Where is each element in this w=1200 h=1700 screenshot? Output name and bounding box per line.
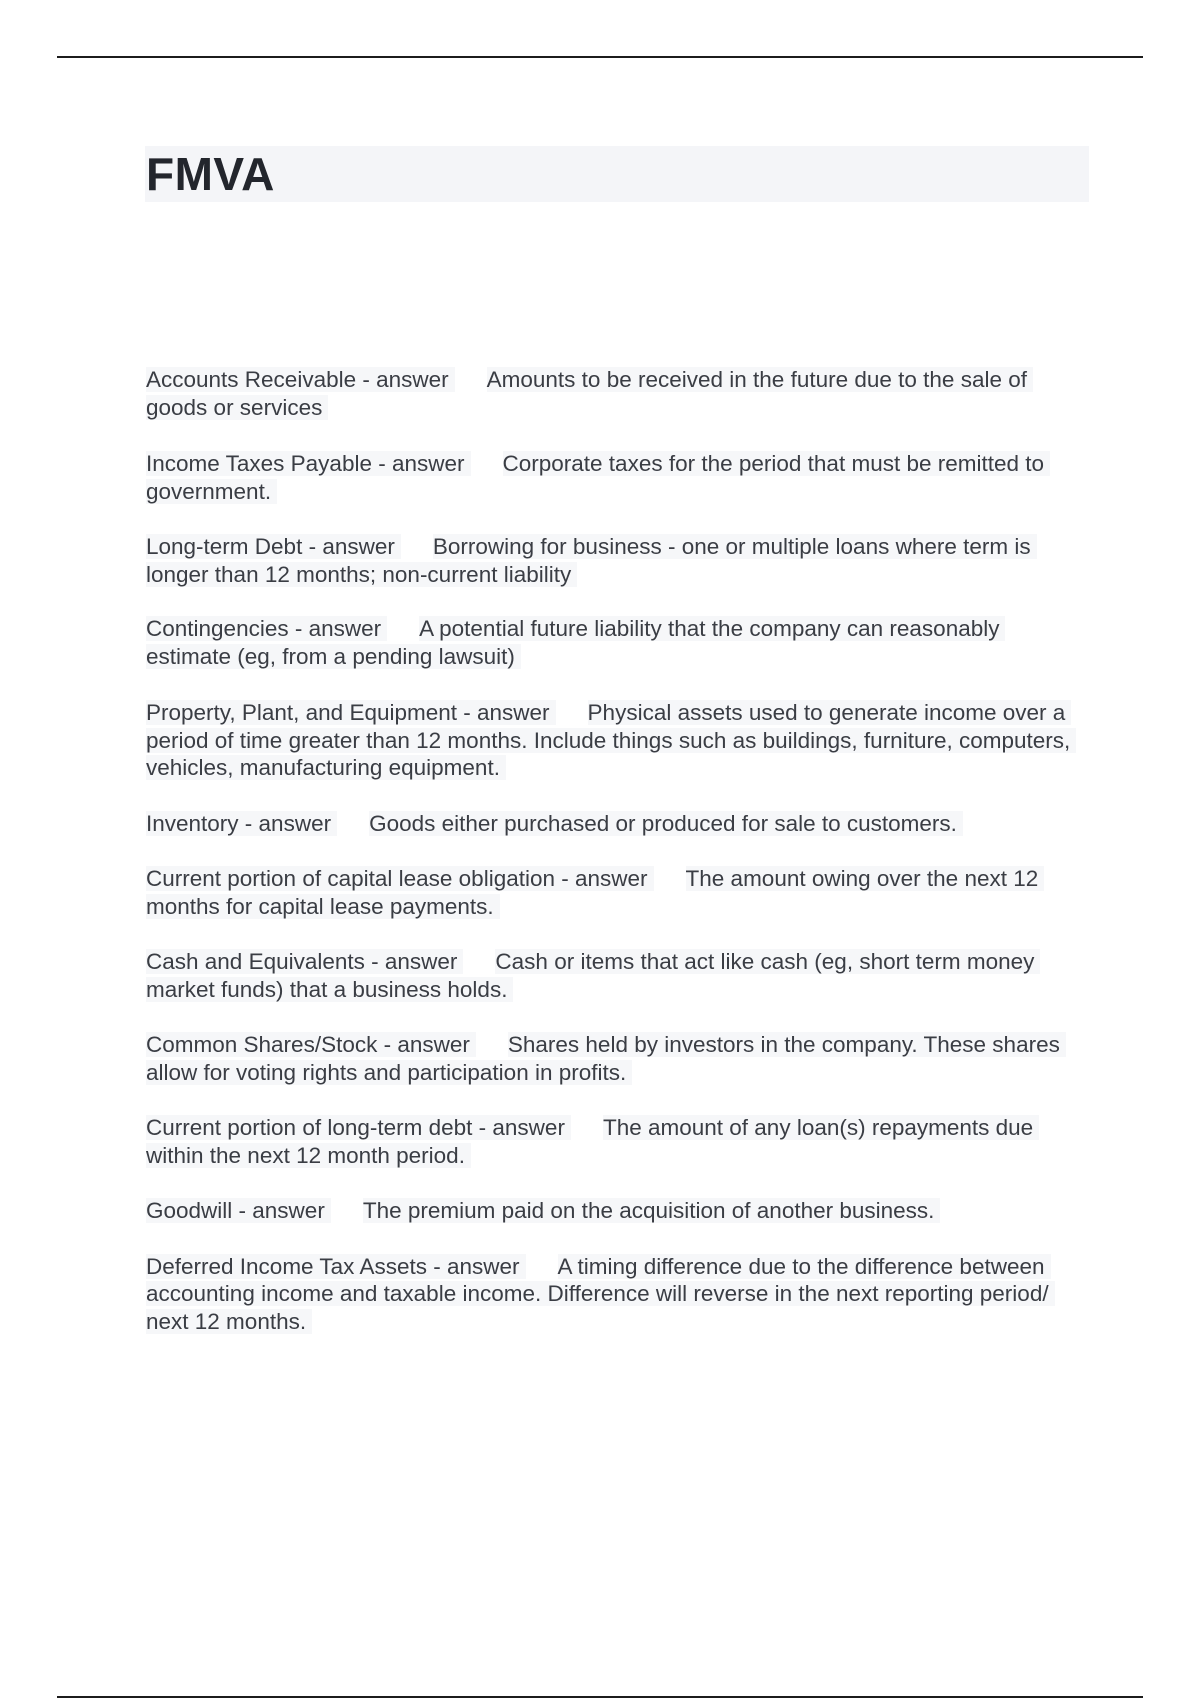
glossary-entry	[146, 450, 1096, 505]
entry-term: Current portion of capital lease obligation - answer	[146, 866, 654, 891]
glossary-entry	[146, 1114, 1081, 1169]
entry-term: Property, Plant, and Equipment - answer	[146, 700, 556, 725]
page-title: FMVA	[146, 148, 275, 200]
entry-term: Long-term Debt - answer	[146, 534, 401, 559]
glossary-entry	[146, 1031, 1076, 1086]
glossary-entry	[146, 1197, 1096, 1225]
glossary-list	[146, 366, 1096, 1335]
entry-term: Goodwill - answer	[146, 1198, 331, 1223]
bottom-rule	[57, 1696, 1143, 1698]
entry-term: Deferred Income Tax Assets - answer	[146, 1254, 526, 1279]
entry-term: Contingencies - answer	[146, 616, 387, 641]
entry-term: Common Shares/Stock - answer	[146, 1032, 476, 1057]
entry-term: Accounts Receivable - answer	[146, 367, 455, 392]
entry-term: Cash and Equivalents - answer	[146, 949, 463, 974]
glossary-entry	[146, 1253, 1061, 1336]
entry-term: Inventory - answer	[146, 811, 337, 836]
entry-term: Current portion of long-term debt - answer	[146, 1115, 571, 1140]
glossary-entry	[146, 366, 1076, 421]
entry-definition: Borrowing for business - one or multiple loans where term is longer than 12 months; non-current liability	[146, 534, 1037, 587]
glossary-entry	[146, 865, 1096, 920]
title-band	[145, 146, 1089, 202]
entry-definition: The premium paid on the acquisition of another business.	[363, 1198, 941, 1223]
entry-definition: Goods either purchased or produced for sale to customers.	[369, 811, 963, 836]
entry-definition: Shares held by investors in the company. These shares allow for voting rights and participation in profits.	[146, 1032, 1066, 1085]
entry-definition: The amount of any loan(s) repayments due within the next 12 month period.	[146, 1115, 1039, 1168]
glossary-entry	[146, 810, 1096, 838]
entry-definition: A potential future liability that the company can reasonably estimate (eg, from a pending lawsuit)	[146, 616, 1005, 669]
entry-definition: Physical assets used to generate income over a period of time greater than 12 months. Include things such as buildings, furniture, computers, vehicles, manufacturing equipment.	[146, 700, 1076, 780]
glossary-entry	[146, 948, 1046, 1003]
entry-definition: Corporate taxes for the period that must be remitted to government.	[146, 451, 1050, 504]
entry-definition: The amount owing over the next 12 months for capital lease payments.	[146, 866, 1044, 919]
entry-definition: Amounts to be received in the future due to the sale of goods or services	[146, 367, 1033, 420]
entry-definition: Cash or items that act like cash (eg, short term money market funds) that a business holds.	[146, 949, 1040, 1002]
top-rule	[57, 56, 1143, 58]
glossary-entry	[146, 615, 1076, 670]
glossary-entry	[146, 699, 1098, 782]
glossary-entry	[146, 533, 1086, 588]
entry-definition: A timing difference due to the difference between accounting income and taxable income. Difference will reverse in the next reporting period/ next 12 months.	[146, 1254, 1055, 1334]
entry-term: Income Taxes Payable - answer	[146, 451, 471, 476]
